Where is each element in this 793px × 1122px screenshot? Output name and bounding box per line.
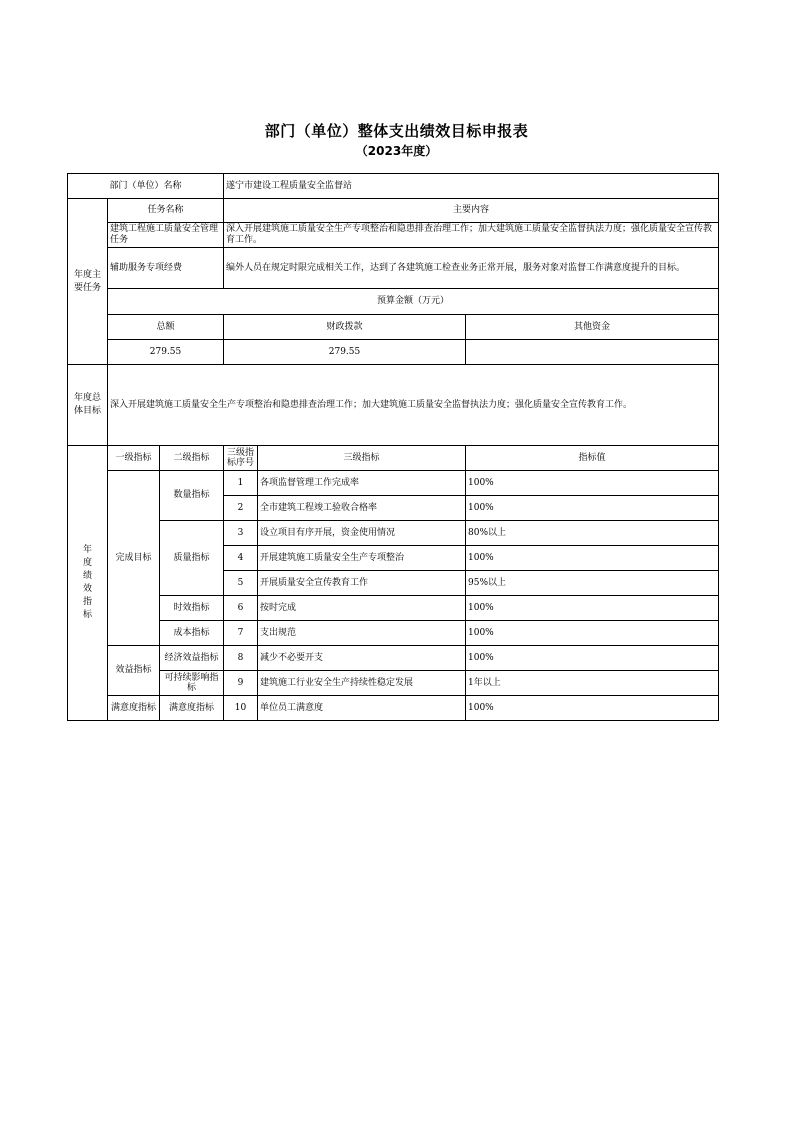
level2-quality: 质量指标: [160, 521, 224, 596]
indicator-name: 建筑施工行业安全生产持续性稳定发展: [258, 671, 466, 696]
indicator-name: 按时完成: [258, 596, 466, 621]
indicator-value: 80%以上: [466, 521, 719, 546]
goal-label: 年度总体目标: [68, 365, 108, 446]
perf-section-label: 年度绩效指标: [68, 446, 108, 721]
indicator-value: 100%: [466, 596, 719, 621]
perf-header-value: 指标值: [466, 446, 719, 471]
indicator-value: 100%: [466, 646, 719, 671]
indicator-value: 1年以上: [466, 671, 719, 696]
performance-goal-table: [67, 173, 719, 721]
perf-header-level3: 三级指标: [258, 446, 466, 471]
level2-satisfaction: 满意度指标: [160, 696, 224, 721]
budget-header-other: 其他资金: [466, 315, 719, 340]
indicator-seq: 4: [224, 546, 258, 571]
indicator-value: 100%: [466, 471, 719, 496]
tasks-section-label: 年度主要任务: [68, 199, 108, 365]
indicator-seq: 9: [224, 671, 258, 696]
level2-timeliness: 时效指标: [160, 596, 224, 621]
goal-content: 深入开展建筑施工质量安全生产专项整治和隐患排查治理工作；加大建筑施工质量安全监督执法力度；强化质量安全宣传教育工作。: [108, 365, 719, 446]
indicator-seq: 6: [224, 596, 258, 621]
indicator-seq: 7: [224, 621, 258, 646]
task-content: 编外人员在规定时限完成相关工作，达到了各建筑施工检查业务正常开展，服务对象对监督工作满意度提升的目标。: [224, 248, 719, 289]
indicator-value: 100%: [466, 621, 719, 646]
indicator-seq: 10: [224, 696, 258, 721]
indicator-value: 100%: [466, 696, 719, 721]
perf-header-level2: 二级指标: [160, 446, 224, 471]
task-name: 辅助服务专项经费: [108, 248, 224, 289]
budget-header-total: 总额: [108, 315, 224, 340]
indicator-value: 95%以上: [466, 571, 719, 596]
indicator-seq: 2: [224, 496, 258, 521]
indicator-seq: 3: [224, 521, 258, 546]
budget-value-other: [466, 340, 719, 365]
level2-sustainable: 可持续影响指标: [160, 671, 224, 696]
level2-quantity: 数量指标: [160, 471, 224, 521]
budget-value-total: 279.55: [108, 340, 224, 365]
indicator-name: 减少不必要开支: [258, 646, 466, 671]
page-subtitle-year: （2023年度）: [355, 144, 438, 158]
level1-satisfaction: 满意度指标: [108, 696, 160, 721]
indicator-value: 100%: [466, 546, 719, 571]
indicator-name: 开展建筑施工质量安全生产专项整治: [258, 546, 466, 571]
level1-benefit: 效益指标: [108, 646, 160, 696]
unit-name-value: 遂宁市建设工程质量安全监督站: [224, 174, 719, 199]
unit-name-label: 部门（单位）名称: [68, 174, 224, 199]
task-name-header: 任务名称: [108, 199, 224, 223]
budget-header-fiscal: 财政拨款: [224, 315, 466, 340]
task-name: 建筑工程施工质量安全管理任务: [108, 223, 224, 248]
indicator-seq: 8: [224, 646, 258, 671]
indicator-value: 100%: [466, 496, 719, 521]
indicator-name: 支出规范: [258, 621, 466, 646]
indicator-seq: 5: [224, 571, 258, 596]
task-content: 深入开展建筑施工质量安全生产专项整治和隐患排查治理工作；加大建筑施工质量安全监督执法力度；强化质量安全宣传教育工作。: [224, 223, 719, 248]
indicator-name: 各项监督管理工作完成率: [258, 471, 466, 496]
indicator-name: 开展质量安全宣传教育工作: [258, 571, 466, 596]
indicator-name: 设立项目有序开展，资金使用情况: [258, 521, 466, 546]
budget-value-fiscal: 279.55: [224, 340, 466, 365]
level1-completion: 完成目标: [108, 471, 160, 646]
perf-header-seq: 三级指标序号: [224, 446, 258, 471]
indicator-name: 单位员工满意度: [258, 696, 466, 721]
page-title: 部门（单位）整体支出绩效目标申报表: [264, 122, 529, 140]
level2-economic: 经济效益指标: [160, 646, 224, 671]
task-content-header: 主要内容: [224, 199, 719, 223]
level2-cost: 成本指标: [160, 621, 224, 646]
indicator-seq: 1: [224, 471, 258, 496]
indicator-name: 全市建筑工程竣工验收合格率: [258, 496, 466, 521]
perf-header-level1: 一级指标: [108, 446, 160, 471]
budget-title: 预算金额（万元）: [108, 289, 719, 315]
